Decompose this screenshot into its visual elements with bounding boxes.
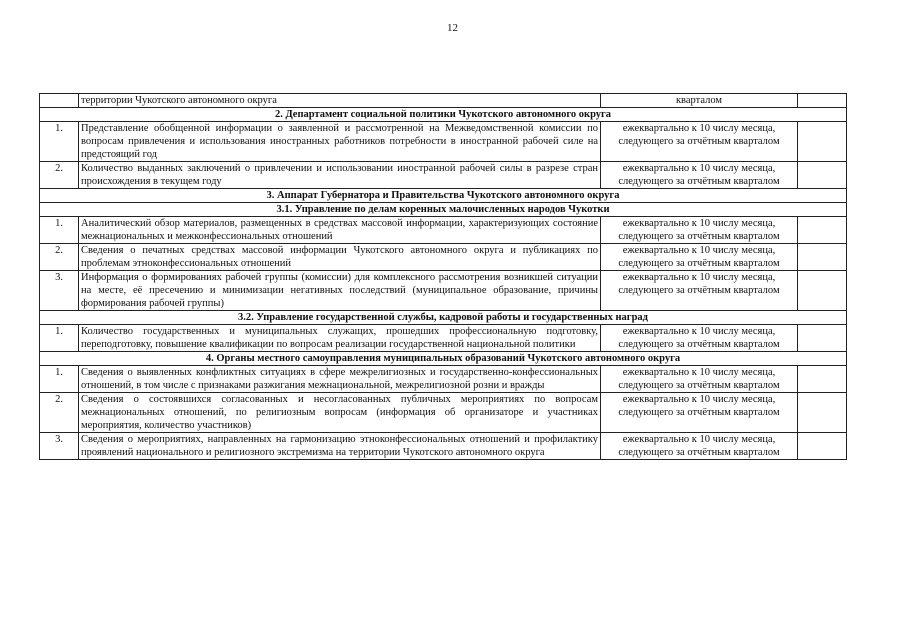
row-number: 3. [40, 271, 79, 311]
row-note [798, 94, 847, 108]
row-period: ежеквартально к 10 числу месяца, следующего за отчётным кварталом [601, 271, 798, 311]
table-row [40, 217, 847, 244]
row-number: 2. [40, 244, 79, 271]
row-number: 1. [40, 217, 79, 244]
continuation-row [40, 94, 847, 108]
row-number [40, 94, 79, 108]
row-number: 1. [40, 366, 79, 393]
section-heading-row [40, 311, 847, 325]
section-heading-row [40, 108, 847, 122]
table-row [40, 325, 847, 352]
row-number: 3. [40, 433, 79, 460]
row-number: 1. [40, 122, 79, 162]
section-heading: 3. Аппарат Губернатора и Правительства Чукотского автономного округа [40, 189, 847, 203]
row-note [798, 271, 847, 311]
table-row [40, 393, 847, 433]
page-number: 12 [447, 22, 458, 34]
row-period: ежеквартально к 10 числу месяца, следующего за отчётным кварталом [601, 393, 798, 433]
table-body [40, 94, 847, 460]
row-description: Сведения о мероприятиях, направленных на гармонизацию этноконфессиональных отношений и профилактику проявлений национального и религиозного экстремизма на территории Чукотского автономного округа [79, 433, 601, 460]
row-note [798, 217, 847, 244]
row-description: Количество государственных и муниципальных служащих, прошедших профессиональную подготовку, переподготовку, повышение квалификации по вопросам реализации государственной национальной политики [79, 325, 601, 352]
row-period: ежеквартально к 10 числу месяца, следующего за отчётным кварталом [601, 122, 798, 162]
table-row [40, 122, 847, 162]
row-note [798, 122, 847, 162]
row-note [798, 393, 847, 433]
section-heading: 3.2. Управление государственной службы, кадровой работы и государственных наград [40, 311, 847, 325]
table-row [40, 366, 847, 393]
row-note [798, 325, 847, 352]
row-number: 2. [40, 162, 79, 189]
table-row [40, 244, 847, 271]
row-period: ежеквартально к 10 числу месяца, следующего за отчётным кварталом [601, 433, 798, 460]
table-row [40, 433, 847, 460]
row-description: Сведения о выявленных конфликтных ситуациях в сфере межрелигиозных и государственно-конфессиональных отношений, в том числе с признаками разжигания межнациональной, межрелигиозной розни и вражды [79, 366, 601, 393]
row-number: 2. [40, 393, 79, 433]
row-description: Информация о формированиях рабочей группы (комиссии) для комплексного рассмотрения возникшей ситуации на месте, её пресечению и минимизации негативных последствий (муниципальное образование, причины формирования рабочей группы) [79, 271, 601, 311]
row-period: ежеквартально к 10 числу месяца, следующего за отчётным кварталом [601, 325, 798, 352]
section-heading: 2. Департамент социальной политики Чукотского автономного округа [40, 108, 847, 122]
row-period: ежеквартально к 10 числу месяца, следующего за отчётным кварталом [601, 244, 798, 271]
section-heading: 3.1. Управление по делам коренных малочисленных народов Чукотки [40, 203, 847, 217]
row-description: Сведения о состоявшихся согласованных и несогласованных публичных мероприятиях по вопросам межнациональных отношений, по религиозным вопросам (информация об организаторе и участниках мероприятия, количество участников) [79, 393, 601, 433]
section-heading-row [40, 203, 847, 217]
row-period: ежеквартально к 10 числу месяца, следующего за отчётным кварталом [601, 162, 798, 189]
table-row [40, 271, 847, 311]
row-note [798, 366, 847, 393]
row-description: Аналитический обзор материалов, размещенных в средствах массовой информации, характеризующих состояние межнациональных и межконфессиональных отношений [79, 217, 601, 244]
row-period: кварталом [601, 94, 798, 108]
row-number: 1. [40, 325, 79, 352]
row-period: ежеквартально к 10 числу месяца, следующего за отчётным кварталом [601, 217, 798, 244]
row-note [798, 244, 847, 271]
row-description: Представление обобщенной информации о заявленной и рассмотренной на Межведомственной комиссии по вопросам привлечения и использования иностранных работников потребности в иностранной рабочей силе на предстоящий год [79, 122, 601, 162]
section-heading-row [40, 189, 847, 203]
section-heading: 4. Органы местного самоуправления муниципальных образований Чукотского автономного округа [40, 352, 847, 366]
table-row [40, 162, 847, 189]
section-heading-row [40, 352, 847, 366]
row-note [798, 433, 847, 460]
row-note [798, 162, 847, 189]
row-description: территории Чукотского автономного округа [79, 94, 601, 108]
row-period: ежеквартально к 10 числу месяца, следующего за отчётным кварталом [601, 366, 798, 393]
row-description: Количество выданных заключений о привлечении и использовании иностранной рабочей силы в разрезе стран происхождения в текущем году [79, 162, 601, 189]
row-description: Сведения о печатных средствах массовой информации Чукотского автономного округа и публикациях по проблемам этноконфессиональных отношений [79, 244, 601, 271]
reporting-table [39, 93, 847, 460]
